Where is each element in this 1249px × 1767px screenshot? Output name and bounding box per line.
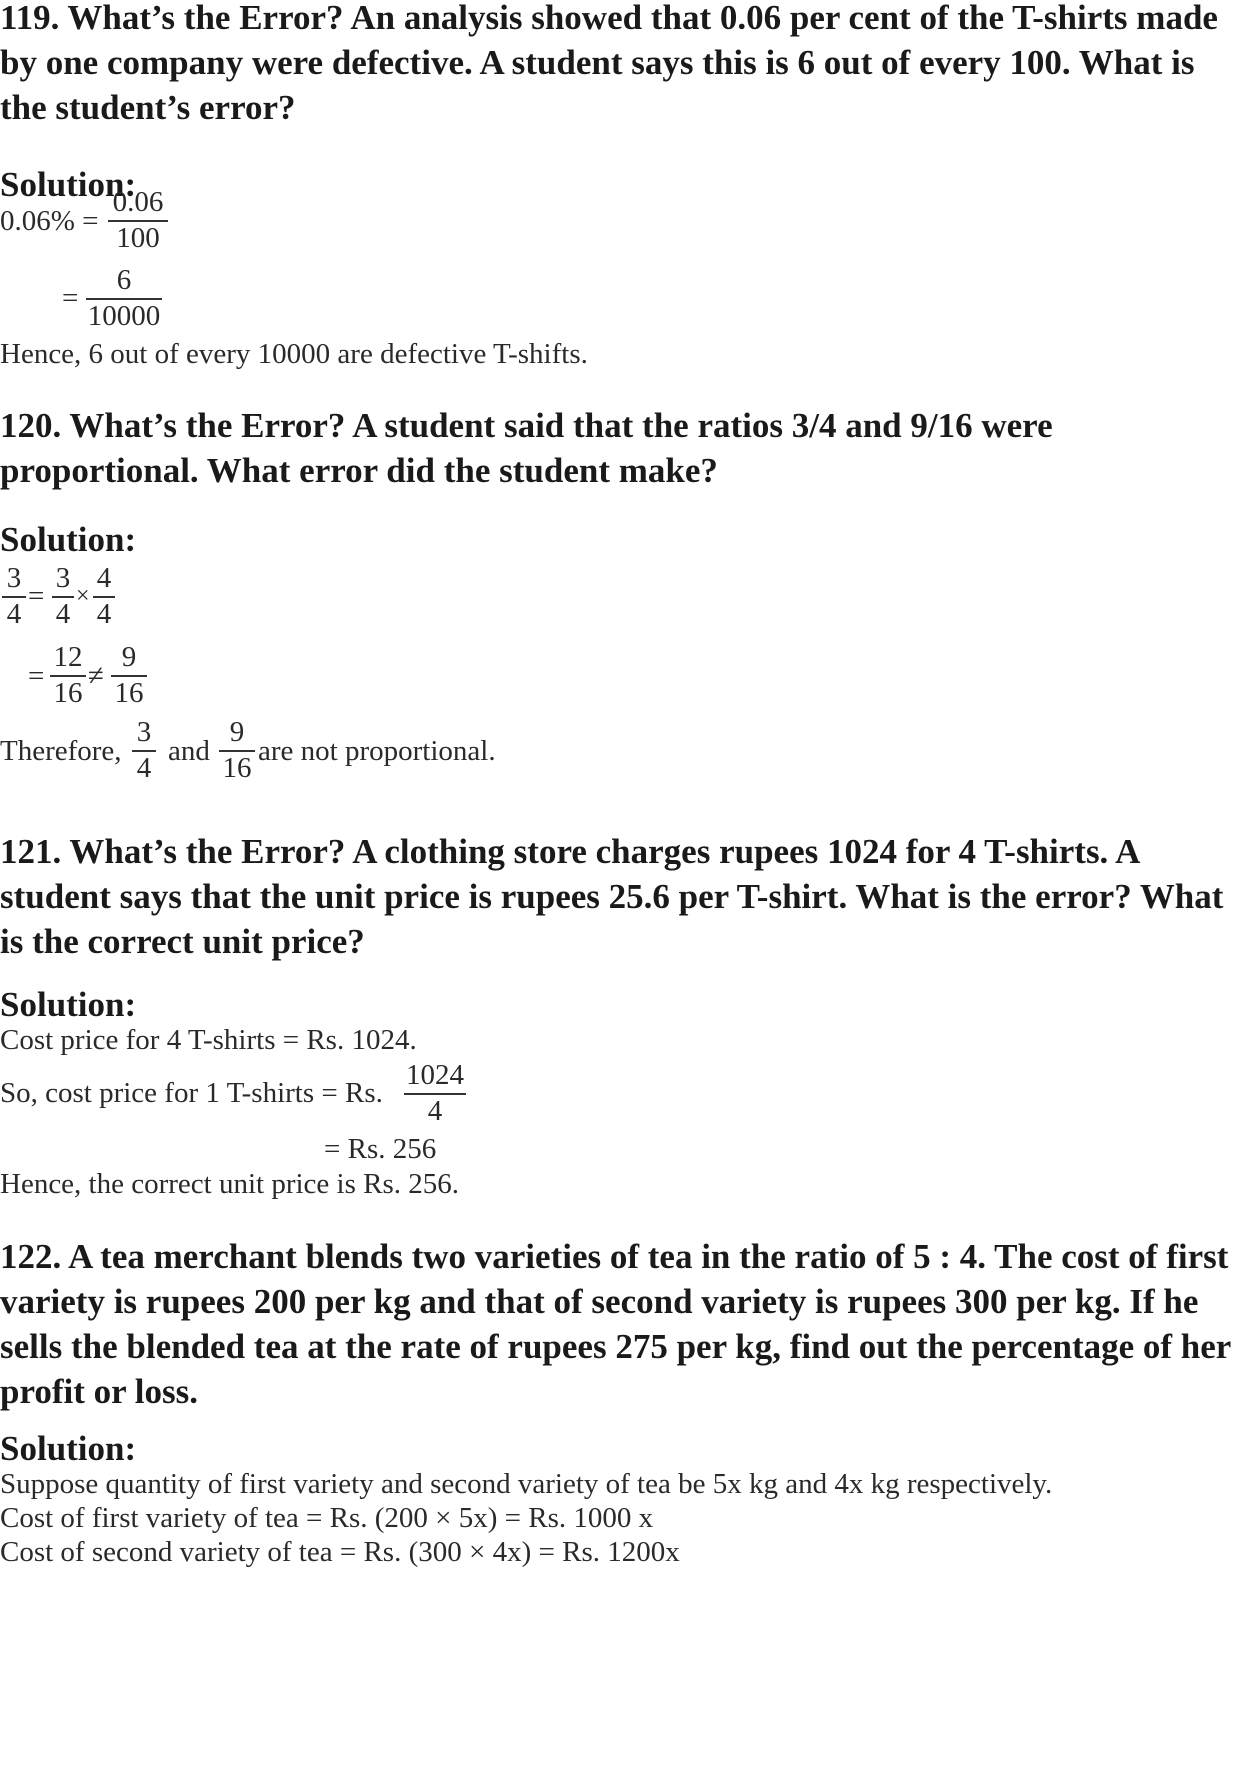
q122-line-1: Suppose quantity of first variety and second variety of tea be 5x kg and 4x kg respectively. xyxy=(0,1468,1053,1500)
q120-fraction-a: 3 4 xyxy=(2,562,26,632)
q120-equals-2: = xyxy=(28,660,45,692)
question-122: 122. A tea merchant blends two varieties of tea in the ratio of 5 : 4. The cost of first variety is rupees 200 per kg and that of second variety is rupees 300 per kg. If he sells the blended tea at the rate of rupees 275 per kg, find out the percentage of her profit or loss. xyxy=(0,1237,1231,1411)
q122-line-3: Cost of second variety of tea = Rs. (300 × 4x) = Rs. 1200x xyxy=(0,1536,680,1568)
q121-line-1: Cost price for 4 T-shirts = Rs. 1024. xyxy=(0,1024,417,1056)
question-120: 120. What’s the Error? A student said that the ratios 3/4 and 9/16 were proportional. What error did the student make? xyxy=(0,406,1053,490)
q119-fraction-1: 0.06 100 xyxy=(108,186,168,256)
q120-therefore: Therefore, xyxy=(0,735,122,767)
q120-not-equal: ≠ xyxy=(88,660,104,692)
solution-heading-121: Solution: xyxy=(0,985,137,1024)
q122-line-2: Cost of first variety of tea = Rs. (200 × 5x) = Rs. 1000 x xyxy=(0,1502,654,1534)
q120-fraction-f: 3 4 xyxy=(132,716,156,786)
q120-times: × xyxy=(76,583,90,609)
q120-fraction-b: 3 4 xyxy=(52,562,74,632)
solution-heading-119: Solution: xyxy=(0,165,137,204)
q120-fraction-d: 12 16 xyxy=(50,641,86,711)
q121-line-3: = Rs. 256 xyxy=(324,1133,437,1165)
q121-fraction: 1024 4 xyxy=(406,1059,464,1127)
q121-line-2: So, cost price for 1 T-shirts = Rs. xyxy=(0,1077,383,1109)
q119-equals: = xyxy=(62,282,79,314)
question-121: 121. What’s the Error? A clothing store charges rupees 1024 for 4 T-shirts. A student says that the unit price is rupees 25.6 per T-shirt. What is the error? What is the correct unit price? xyxy=(0,832,1224,961)
solution-heading-120: Solution: xyxy=(0,520,137,559)
q120-tail: are not proportional. xyxy=(258,735,496,767)
q119-conclusion: Hence, 6 out of every 10000 are defective T-shifts. xyxy=(0,338,588,370)
q119-lhs: 0.06% = xyxy=(0,205,99,237)
q120-fraction-c: 4 4 xyxy=(93,562,115,632)
q120-fraction-g: 9 16 xyxy=(219,716,255,786)
q121-line-4: Hence, the correct unit price is Rs. 256. xyxy=(0,1168,460,1200)
q120-and: and xyxy=(168,735,210,767)
q119-fraction-2: 6 10000 xyxy=(87,264,161,332)
question-119: 119. What’s the Error? An analysis showed that 0.06 per cent of the T-shirts made by one company were defective. A student says this is 6 out of every 100. What is the student’s error? xyxy=(0,0,1218,127)
q120-fraction-e: 9 16 xyxy=(111,641,147,711)
q120-equals-1: = xyxy=(28,580,45,612)
solution-heading-122: Solution: xyxy=(0,1429,137,1468)
